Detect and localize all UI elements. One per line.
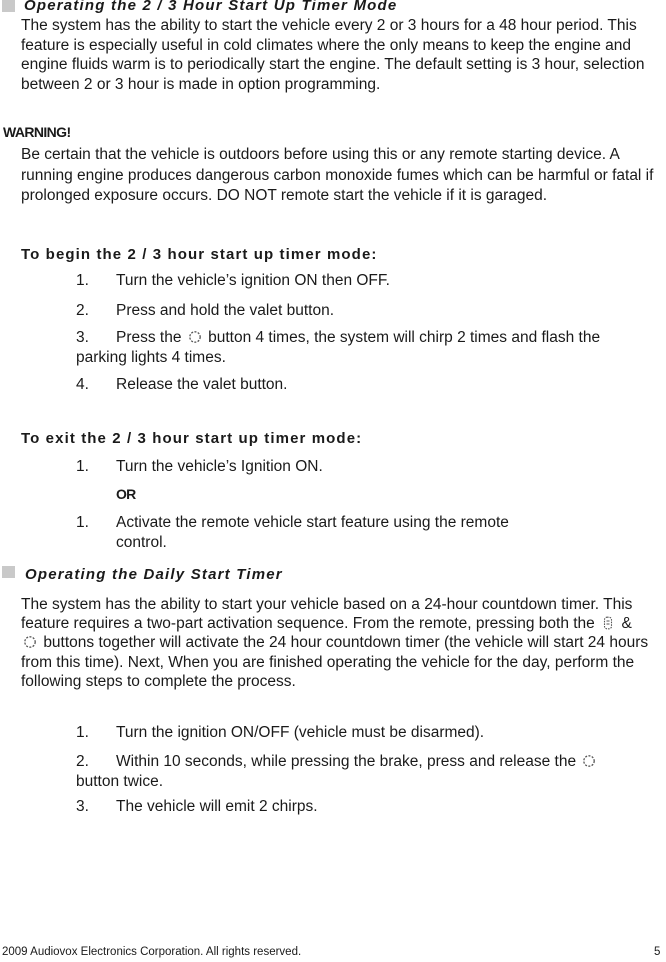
warning-label: WARNING! — [3, 124, 71, 140]
step-text-continued: button twice. — [76, 772, 164, 790]
paragraph-text: buttons together will activate the 24 hour countdown timer (the vehicle will start 24 hours from this time). Next, When you are finished operating the vehicle for the day, perform the following steps to complete the process. — [21, 634, 649, 690]
begin-step-1 — [76, 271, 656, 291]
lock-icon — [601, 616, 615, 630]
remote-start-icon — [23, 635, 37, 649]
section-paragraph: The system has the ability to start the vehicle every 2 or 3 hours for a 48 hour period. This feature is especially useful in cold climates where the only means to keep the engine and engine fluids warm is to periodically start the engine. The default setting is 3 hour, selection between 2 or 3 hour is made in option programming. — [21, 17, 645, 93]
page-number: 5 — [654, 946, 661, 958]
step-number: 1. — [76, 272, 89, 289]
step-text: Turn the vehicle’s ignition ON then OFF. — [116, 272, 390, 289]
step-text: Release the valet button. — [116, 376, 288, 393]
step-number: 1. — [76, 458, 89, 475]
daily-step-3 — [76, 797, 656, 817]
step-text: Press and hold the valet button. — [116, 302, 335, 319]
section-bullet-icon — [2, 566, 15, 578]
step-text: Activate the remote vehicle start feature using the remote — [116, 514, 509, 531]
step-number: 3. — [76, 798, 89, 815]
step-text-continued: parking lights 4 times. — [76, 348, 226, 366]
step-number: 3. — [76, 329, 89, 346]
step-text: Turn the vehicle’s Ignition ON. — [116, 458, 323, 475]
daily-step-2 — [76, 752, 656, 791]
step-number: 1. — [76, 724, 89, 741]
section-title-timer-mode: Operating the 2 / 3 Hour Start Up Timer Mode — [24, 0, 398, 14]
section-title-daily-timer: Operating the Daily Start Timer — [25, 566, 283, 583]
begin-step-3 — [76, 328, 656, 367]
warning-text: Be certain that the vehicle is outdoors before using this or any remote starting device. A running engine produces dangerous carbon monoxide fumes which can be harmful or fatal if prolonged exposure occurs. DO NOT remote start the vehicle if it is garaged. — [21, 146, 654, 204]
step-number: 2. — [76, 302, 89, 319]
step-number: 1. — [76, 514, 89, 531]
daily-step-1 — [76, 723, 656, 743]
step-text: Press the — [116, 329, 182, 346]
step-text-continued: control. — [116, 533, 167, 551]
step-number: 4. — [76, 376, 89, 393]
exit-step-1 — [76, 457, 656, 477]
ampersand: & — [621, 615, 632, 633]
or-label: OR — [116, 486, 136, 502]
exit-timer-heading: To exit the 2 / 3 hour start up timer mode: — [21, 430, 363, 447]
step-text: button 4 times, the system will chirp 2 times and flash the — [208, 329, 601, 346]
section-paragraph — [21, 595, 651, 691]
step-text: The vehicle will emit 2 chirps. — [116, 798, 318, 815]
step-text: Within 10 seconds, while pressing the brake, press and release the — [116, 753, 577, 770]
begin-step-4 — [76, 375, 656, 395]
remote-start-icon — [582, 754, 596, 768]
step-text: Turn the ignition ON/OFF (vehicle must be disarmed). — [116, 724, 485, 741]
begin-timer-heading: To begin the 2 / 3 hour start up timer mode: — [21, 246, 378, 263]
footer-copyright: 2009 Audiovox Electronics Corporation. All rights reserved. — [2, 946, 302, 958]
step-number: 2. — [76, 753, 89, 770]
paragraph-text: The system has the ability to start your vehicle based on a 24-hour countdown timer. This feature requires a two-part activation sequence. From the remote, pressing both the — [21, 596, 633, 633]
remote-start-icon — [188, 330, 202, 344]
section-bullet-icon — [2, 0, 15, 12]
begin-step-2 — [76, 301, 656, 321]
exit-step-2 — [76, 513, 656, 552]
